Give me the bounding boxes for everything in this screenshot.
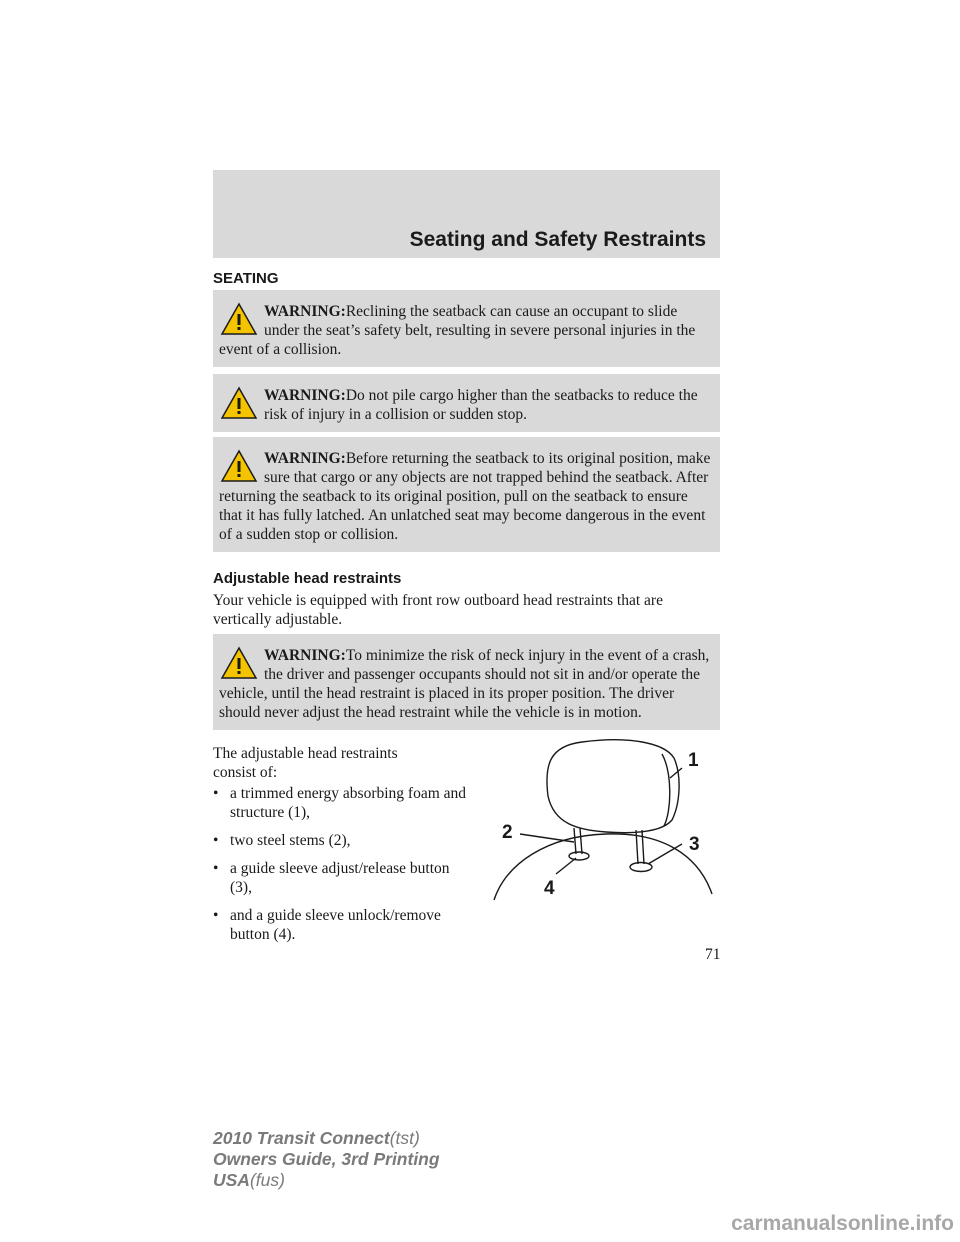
list-item [213, 784, 473, 822]
intro-paragraph: Your vehicle is equipped with front row outboard head restraints that are vertically adjustable. [213, 592, 663, 628]
leader-1 [670, 768, 682, 778]
page-header-title: Seating and Safety Restraints [409, 228, 706, 251]
footer-model: 2010 Transit Connect [213, 1128, 390, 1148]
warning-text [219, 297, 712, 359]
warning-body: Do not pile cargo higher than the seatbacks to reduce the risk of injury in a collision or sudden stop. [264, 387, 698, 423]
guide-sleeve-left [569, 852, 589, 860]
list-item [213, 859, 473, 897]
footer-print-info [213, 1128, 440, 1191]
warning-body: Reclining the seatback can cause an occupant to slide under the seat’s safety belt, resulting in severe personal injuries in the event of a collision. [219, 303, 696, 358]
warning-box [213, 634, 720, 730]
callout-4: 4 [544, 878, 555, 899]
warning-box [213, 374, 720, 432]
list-item [213, 906, 473, 944]
page-number: 71 [705, 946, 721, 963]
header-band [213, 170, 720, 258]
footer-market: USA [213, 1170, 250, 1190]
head-restraint-cushion [547, 740, 679, 833]
warning-text [219, 444, 712, 544]
cushion-edge [662, 754, 670, 826]
subsection-title: Adjustable head restraints [213, 570, 402, 587]
warning-text [219, 381, 712, 424]
warning-label: WARNING: [264, 303, 346, 320]
footer-model-code: (tst) [389, 1128, 420, 1148]
warning-icon [219, 448, 259, 484]
list-item-text: a trimmed energy absorbing foam and structure (1), [230, 785, 467, 821]
callout-3: 3 [689, 834, 700, 855]
leader-2 [520, 834, 574, 842]
bullet: • [213, 860, 219, 877]
callout-1: 1 [688, 750, 699, 771]
warning-label: WARNING: [264, 450, 346, 467]
footer-market-code: (fus) [249, 1170, 285, 1190]
watermark: carmanualsonline.info [731, 1212, 954, 1235]
warning-text [219, 641, 712, 722]
list-item-text: a guide sleeve adjust/release button (3), [230, 860, 450, 896]
bullet: • [213, 832, 219, 849]
head-restraint-illustration [486, 724, 720, 904]
warning-body: Before returning the seatback to its original position, make sure that cargo or any objects are not trapped behind the seatback. After returning the seatback to its original position, pull on the seatback to ensure that it has fully latched. An unlatched seat may become dangerous in the event of a sudden stop or collision. [219, 450, 711, 543]
warning-box [213, 290, 720, 367]
component-list [213, 784, 473, 953]
footer-printing: Owners Guide, 3rd Printing [213, 1149, 440, 1169]
list-item-text: two steel stems (2), [230, 832, 351, 849]
list-intro: The adjustable head restraints consist of: [213, 745, 398, 781]
warning-box [213, 437, 720, 552]
list-item [213, 831, 473, 850]
leader-3 [648, 844, 682, 864]
stem-left [574, 828, 576, 854]
callout-2: 2 [502, 822, 513, 843]
warning-icon [219, 301, 259, 337]
leader-4 [556, 858, 576, 874]
warning-icon [219, 645, 259, 681]
stem-right-edge [642, 830, 644, 864]
bullet: • [213, 907, 219, 924]
warning-label: WARNING: [264, 647, 346, 664]
warning-label: WARNING: [264, 387, 346, 404]
seat-outline [494, 834, 712, 900]
stem-left-edge [580, 828, 582, 854]
warning-icon [219, 385, 259, 421]
bullet: • [213, 785, 219, 802]
section-title: SEATING [213, 270, 279, 287]
list-item-text: and a guide sleeve unlock/remove button (4). [230, 907, 441, 943]
warning-body: To minimize the risk of neck injury in the event of a crash, the driver and passenger occupants should not sit in and/or operate the vehicle, until the head restraint is placed in its proper position. The driver should never adjust the head restraint while the vehicle is in motion. [219, 647, 710, 721]
